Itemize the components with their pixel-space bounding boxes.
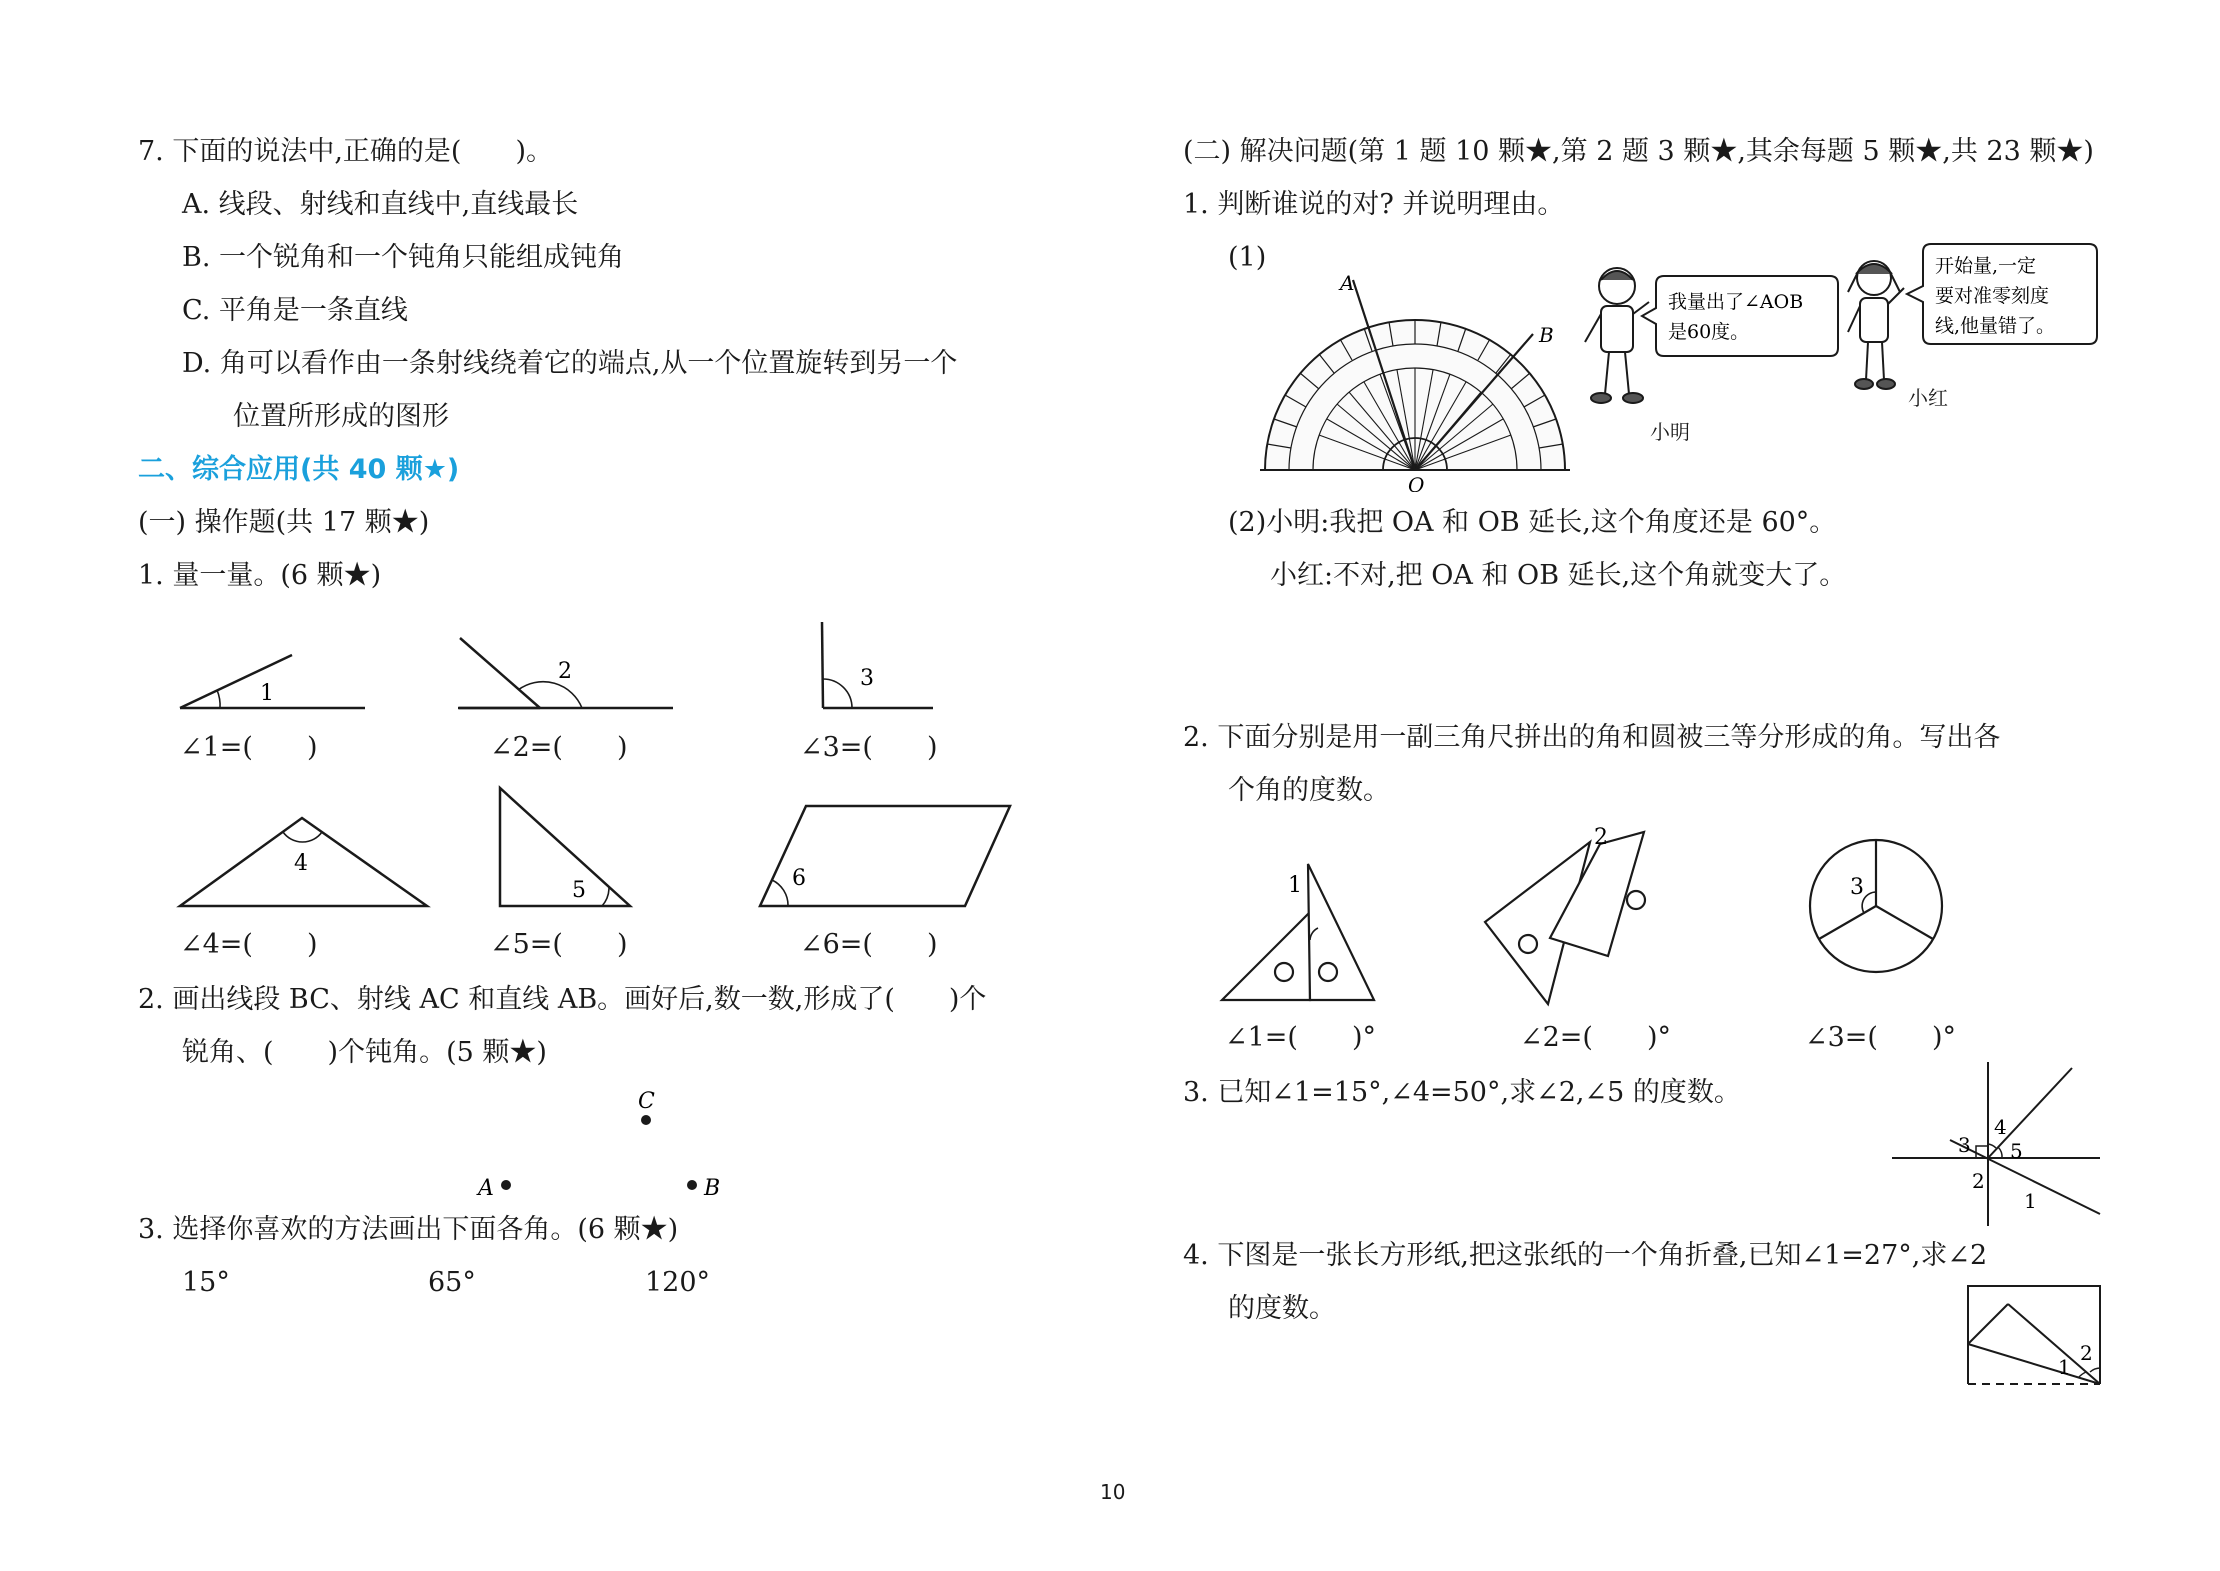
- bubble-hong-line-3: 线,他量错了。: [1935, 315, 2056, 337]
- p1-part2-line-1: (2)小明:我把 OA 和 OB 延长,这个角度还是 60°。: [1228, 507, 1837, 538]
- answer-angle-4: ∠4=( ): [180, 929, 318, 960]
- name-xiaohong: 小红: [1908, 386, 1948, 410]
- point-a: [501, 1180, 511, 1190]
- answer-set-angle-1: ∠1=( )°: [1225, 1022, 1376, 1053]
- op2-line-1: 2. 画出线段 BC、射线 AC 和直线 AB。画好后,数一数,形成了( )个: [138, 984, 987, 1015]
- label-angle-5: 5: [572, 878, 586, 903]
- bubble-ming-line-2: 是60度。: [1668, 321, 1750, 343]
- label-angle-4: 4: [294, 851, 308, 876]
- label-line-angle-2: 2: [1972, 1169, 1985, 1193]
- answer-set-angle-2: ∠2=( )°: [1520, 1022, 1671, 1053]
- op2-line-2: 锐角、( )个钝角。(5 颗★): [182, 1037, 547, 1068]
- op3-angle-15: 15°: [182, 1267, 230, 1298]
- q7-option-d: D. 角可以看作由一条射线绕着它的端点,从一个位置旋转到另一个: [182, 348, 958, 379]
- answer-circle-angle-3: ∠3=( )°: [1805, 1022, 1956, 1053]
- label-circle-angle-3: 3: [1850, 875, 1864, 900]
- p2-line-2: 个角的度数。: [1228, 775, 1390, 806]
- xiaoming-bubble: [1640, 272, 1840, 362]
- label-a: A: [1340, 271, 1355, 295]
- bubble-hong-line-1: 开始量,一定: [1935, 255, 2037, 277]
- q7-stem: 7. 下面的说法中,正确的是( )。: [138, 136, 553, 167]
- page-number: 10: [1100, 1480, 1126, 1504]
- label-point-b: B: [704, 1176, 721, 1201]
- subsection-operations: (一) 操作题(共 17 颗★): [138, 507, 430, 538]
- label-fold-angle-2: 2: [2080, 1341, 2093, 1365]
- label-angle-1: 1: [260, 681, 274, 706]
- q7-option-d-cont: 位置所形成的图形: [233, 401, 449, 432]
- section-heading: 二、综合应用(共 40 颗★): [138, 454, 460, 485]
- op3-stem: 3. 选择你喜欢的方法画出下面各角。(6 颗★): [138, 1214, 679, 1245]
- p1-stem: 1. 判断谁说的对? 并说明理由。: [1183, 189, 1565, 220]
- point-c: [641, 1115, 651, 1125]
- label-angle-2: 2: [558, 659, 572, 684]
- intersecting-lines-figure: [1890, 1058, 2110, 1228]
- label-line-angle-4: 4: [1994, 1115, 2007, 1139]
- label-set-angle-2: 2: [1594, 825, 1608, 850]
- subsection-problems: (二) 解决问题(第 1 题 10 颗★,第 2 题 3 颗★,其余每题 5 颗★,共 23 颗★): [1183, 136, 2094, 167]
- points-figure: [470, 1080, 730, 1210]
- point-b: [687, 1180, 697, 1190]
- label-line-angle-5: 5: [2010, 1139, 2023, 1163]
- label-line-angle-1: 1: [2024, 1189, 2037, 1213]
- op3-angle-65: 65°: [428, 1267, 476, 1298]
- answer-angle-3: ∠3=( ): [800, 732, 938, 763]
- op1-stem: 1. 量一量。(6 颗★): [138, 560, 382, 591]
- p4-line-2: 的度数。: [1228, 1293, 1336, 1324]
- folded-paper-figure: [1960, 1280, 2110, 1390]
- protractor-figure: [1255, 262, 1585, 492]
- p2-line-1: 2. 下面分别是用一副三角尺拼出的角和圆被三等分形成的角。写出各: [1183, 722, 2001, 753]
- label-o: O: [1408, 473, 1425, 492]
- label-angle-3: 3: [860, 666, 874, 691]
- xiaohong-bubble: [1905, 240, 2100, 350]
- p1-part1-label: (1): [1228, 242, 1267, 273]
- label-set-angle-1: 1: [1288, 873, 1302, 898]
- label-b: B: [1539, 323, 1554, 347]
- op3-angle-120: 120°: [645, 1267, 711, 1298]
- q7-option-c: C. 平角是一条直线: [182, 295, 408, 326]
- bubble-hong-line-2: 要对准零刻度: [1935, 285, 2050, 307]
- name-xiaoming: 小明: [1650, 420, 1690, 444]
- xiaohong-figure: [1840, 252, 1910, 392]
- answer-angle-2: ∠2=( ): [490, 732, 628, 763]
- label-point-c: C: [638, 1089, 655, 1114]
- q7-option-a: A. 线段、射线和直线中,直线最长: [182, 189, 579, 220]
- p1-part2-line-2: 小红:不对,把 OA 和 OB 延长,这个角就变大了。: [1270, 560, 1847, 591]
- answer-angle-1: ∠1=( ): [180, 732, 318, 763]
- p4-line-1: 4. 下图是一张长方形纸,把这张纸的一个角折叠,已知∠1=27°,求∠2: [1183, 1240, 1988, 1271]
- label-angle-6: 6: [792, 866, 806, 891]
- bubble-ming-line-1: 我量出了∠AOB: [1668, 291, 1804, 313]
- label-fold-angle-1: 1: [2058, 1355, 2071, 1379]
- p3-stem: 3. 已知∠1=15°,∠4=50°,求∠2,∠5 的度数。: [1183, 1077, 1741, 1108]
- q7-option-b: B. 一个锐角和一个钝角只能组成钝角: [182, 242, 625, 273]
- answer-angle-5: ∠5=( ): [490, 929, 628, 960]
- label-line-angle-3: 3: [1958, 1133, 1971, 1157]
- set-square-figures: [1210, 820, 1970, 1010]
- answer-angle-6: ∠6=( ): [800, 929, 938, 960]
- label-point-a: A: [478, 1176, 494, 1201]
